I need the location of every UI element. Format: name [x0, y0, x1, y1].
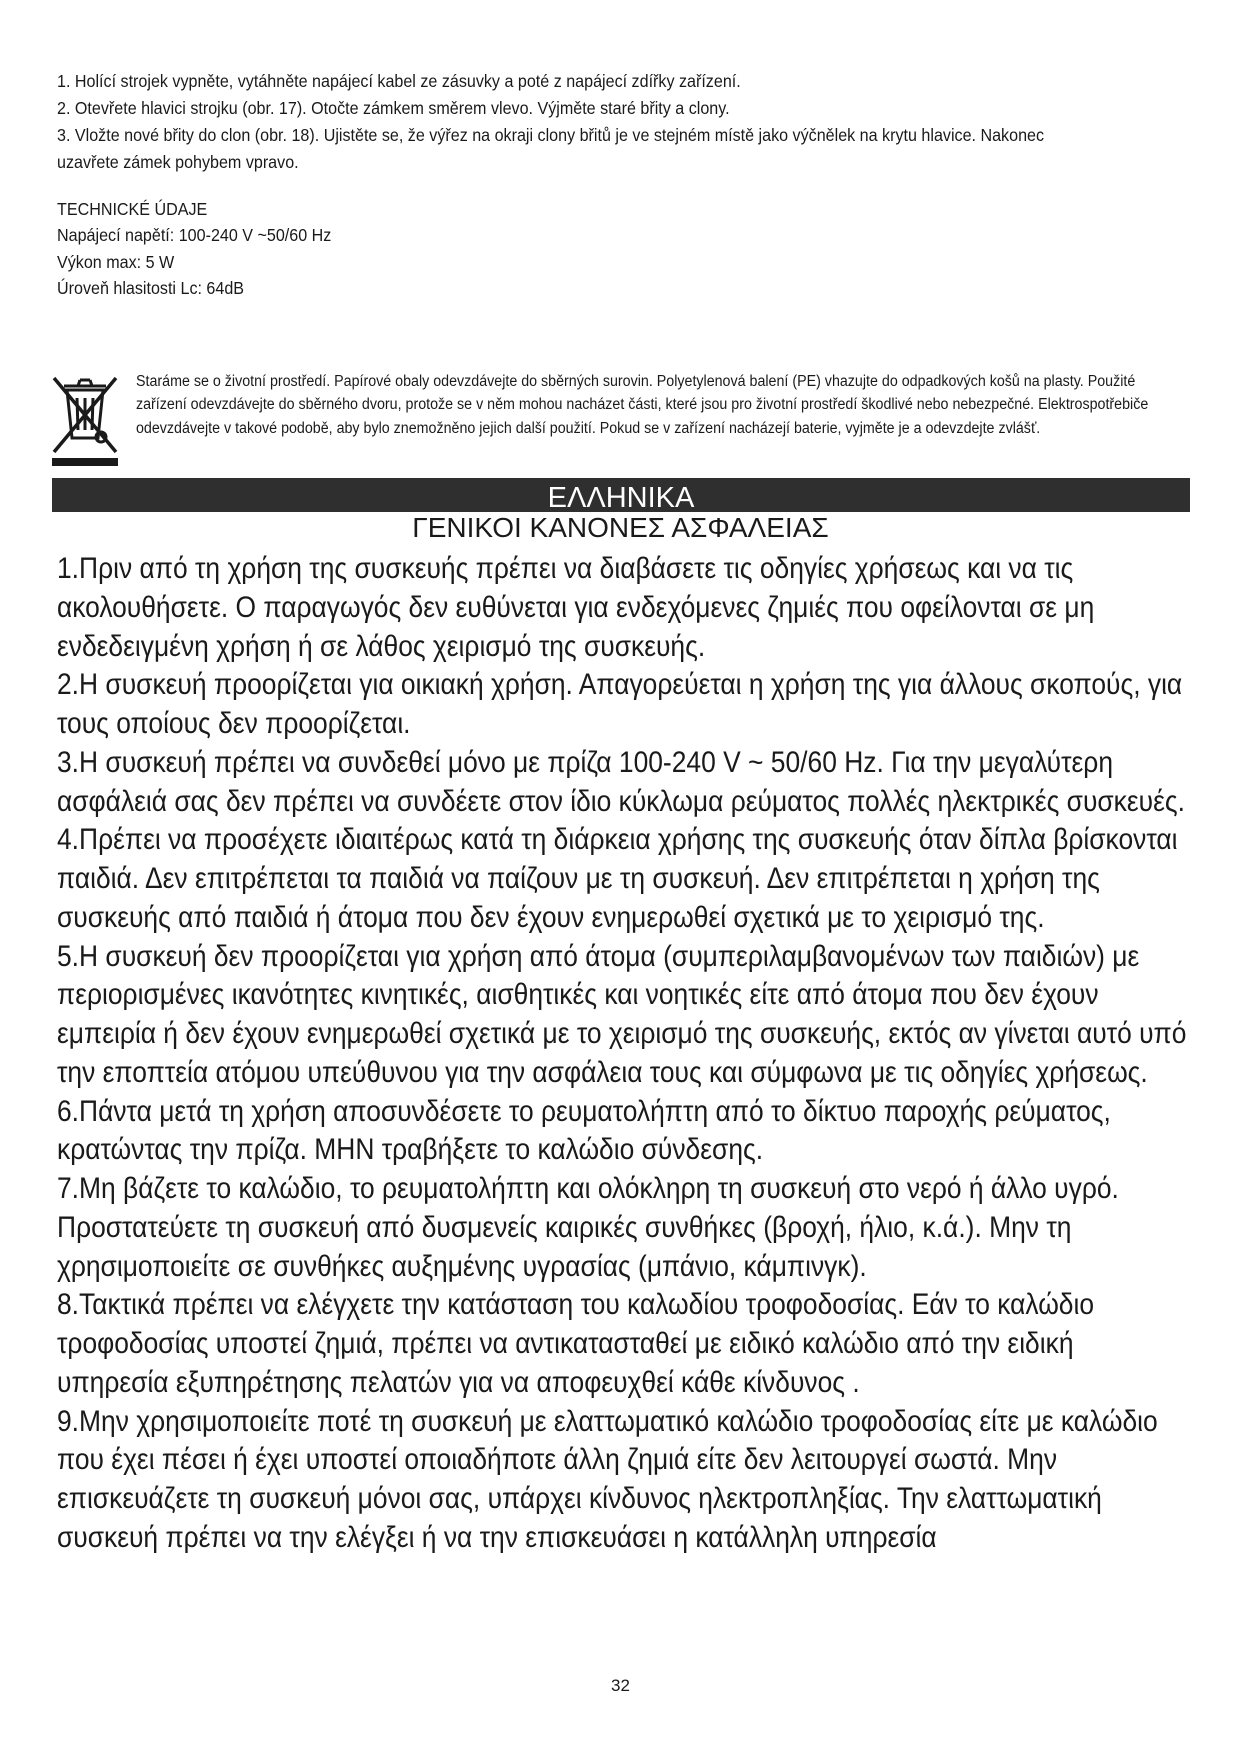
safety-rule: 1.Πριν από τη χρήση της συσκευής πρέπει να διαβάσετε τις οδηγίες χρήσεως και να τις ακολουθήσετε. Ο παραγωγός δεν ευθύνεται για ενδεχόμενες ζημιές που οφείλονται σε μη ενδεδειγμένη χρήση ή σε λάθος χειρισμό της συσκευής. [57, 552, 1095, 663]
czech-replacement-steps [57, 68, 1097, 177]
safety-rule: 2.Η συσκευή προορίζεται για οικιακή χρήση. Απαγορεύεται η χρήση της για άλλους σκοπούς, για τους οποίους δεν προορίζεται. [57, 668, 1183, 740]
page-number: 32 [611, 1676, 630, 1695]
technical-data-line: Výkon max: 5 W [57, 251, 175, 272]
technical-data-line: Úroveň hlasitosti Lc: 64dB [57, 277, 245, 298]
safety-rule: 9.Μην χρησιμοποιείτε ποτέ τη συσκευή με ελαττωματικό καλώδιο τροφοδοσίας είτε με καλώδιο που έχει πέσει ή έχει υποστεί οποιαδήποτε άλλη ζημιά είτε δεν λειτουργεί σωστά. Μην επισκευάζετε τη συσκευή μόνοι σας, υπάρχει κίνδυνος ηλεκτροπληξίας. Την ελαττωματική συσκευή πρέπει να την ελέγξει ή να την επισκευάσει η κατάλληλη υπηρεσία [57, 1404, 1158, 1554]
technical-data-title: TECHNICKÉ ÚDAJE [57, 199, 208, 219]
language-label: ΕΛΛΗΝΙΚΑ [547, 482, 695, 512]
environment-notice: Staráme se o životní prostředí. Papírové obaly odevzdávejte do sběrných surovin. Polyetylenová balení (PE) vhazujte do odpadkových košů na plasty. Použité zařízení odevzdávejte do sběrného dvoru, protože se v něm mohou nacházet části, které jsou pro životní prostředí škodlivé nebo nebezpečné. Elektrospotřebiče odevzdávejte v takové podobě, aby bylo znemožněno jejich další použití. Pokud se v zařízení nacházejí baterie, vyjměte je a odevzdejte zvlášť. [136, 373, 1149, 437]
safety-rule: 3.Η συσκευή πρέπει να συνδεθεί μόνο με πρίζα 100-240 V ~ 50/60 Hz. Για την μεγαλύτερη ασφάλειά σας δεν πρέπει να συνδέετε στον ίδιο κύκλωμα ρεύματος πολλές ηλεκτρικές συσκευές. [57, 745, 1185, 818]
czech-step: 3. Vložte nové břity do clon (obr. 18). Ujistěte se, že výřez na okraji clony břitů je ve stejném místě jako výčnělek na krytu hlavice. Nakonec uzavřete zámek pohybem vpravo. [57, 125, 1045, 173]
safety-rule: 7.Μη βάζετε το καλώδιο, το ρευματολήπτη και ολόκληρη τη συσκευή στο νερό ή άλλο υγρό. Προστατεύετε τη συσκευή από δυσμενείς καιρικές συνθήκες (βροχή, ήλιο, κ.ά.). Μην τη χρησιμοποιείτε σε συνθήκες αυξημένης υγρασίας (μπάνιο, κάμπινγκ). [57, 1172, 1119, 1283]
safety-rule: 5.Η συσκευή δεν προορίζεται για χρήση από άτομα (συμπεριλαμβανομένων των παιδιών) με περιορισμένες ικανότητες κινητικές, αισθητικές και νοητικές είτε από άτομα που δεν έχουν εμπειρία ή δεν έχουν ενημερωθεί σχετικά με το χειρισμό της συσκευής, εκτός αν γίνεται αυτό υπό την εποπτεία ατόμου υπεύθυνου για την ασφάλεια τους και σύμφωνα με τις οδηγίες χρήσεως. [57, 939, 1187, 1089]
safety-rule: 6.Πάντα μετά τη χρήση αποσυνδέσετε το ρευματολήπτη από το δίκτυο παροχής ρεύματος, κρατώντας την πρίζα. ΜΗΝ τραβήξετε το καλώδιο σύνδεσης. [57, 1094, 1111, 1167]
technical-data-line: Napájecí napětí: 100-240 V ~50/60 Hz [57, 225, 332, 246]
safety-rules-list [57, 550, 1192, 1558]
language-section-bar [52, 478, 1190, 512]
crossed-out-bin-icon [50, 372, 120, 468]
czech-step: 2. Otevřete hlavici strojku (obr. 17). Otočte zámkem směrem vlevo. Výjměte staré břity a clony. [57, 98, 730, 119]
safety-rules-heading: ΓΕΝΙΚΟΙ ΚΑΝΟΝΕΣ ΑΣΦΑΛΕΙΑΣ [412, 512, 829, 543]
safety-rule: 4.Πρέπει να προσέχετε ιδιαιτέρως κατά τη διάρκεια χρήσης της συσκευής όταν δίπλα βρίσκονται παιδιά. Δεν επιτρέπεται τα παιδιά να παίζουν με τη συσκευή. Δεν επιτρέπεται η χρήση της συσκευής από παιδιά ή άτομα που δεν έχουν ενημερωθεί σχετικά με το χειρισμό της. [57, 823, 1178, 934]
safety-rule: 8.Τακτικά πρέπει να ελέγχετε την κατάσταση του καλωδίου τροφοδοσίας. Εάν το καλώδιο τροφοδοσίας υποστεί ζημιά, πρέπει να αντικατασταθεί με ειδικό καλώδιο από την ειδική υπηρεσία εξυπηρέτησης πελατών για να αποφευχθεί κάθε κίνδυνος . [57, 1288, 1095, 1399]
czech-step: 1. Holící strojek vypněte, vytáhněte napájecí kabel ze zásuvky a poté z napájecí zdířky zařízení. [57, 71, 741, 91]
technical-data [57, 196, 1097, 301]
